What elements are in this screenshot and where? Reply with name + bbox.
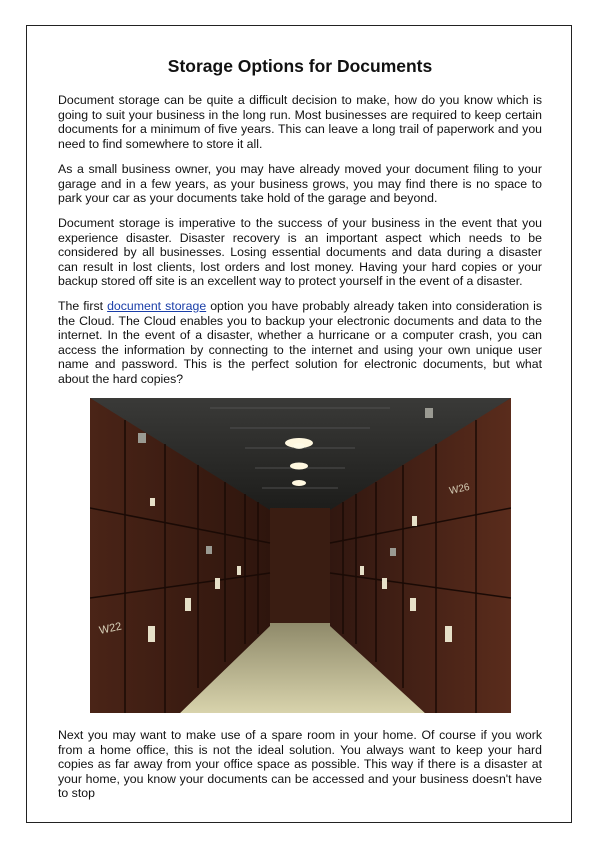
paragraph-2: As a small business owner, you may have already moved your document filing to your garage and in a few years, as your business grows, you may find there is no space to park your car as your documents take hold of the garage and beyond. — [58, 162, 542, 206]
paragraph-1: Document storage can be quite a difficult decision to make, how do you know which is going to suit your business in the long run. Most businesses are required to keep certain documents for a minimum of five years. This can leave a long trail of paperwork and you need to find somewhere to store it all. — [58, 93, 542, 151]
paragraph-5: Next you may want to make use of a spare room in your home. Of course if you work from a home office, this is not the ideal solution. You always want to keep your hard copies as far away from your office space as possible. This way if there is a disaster at your home, you know your documents can be accessed and your business doesn't have to stop — [58, 728, 542, 801]
page-title: Storage Options for Documents — [167, 56, 433, 76]
storage-lockers-photo — [90, 398, 511, 713]
document-storage-link[interactable]: document storage — [107, 299, 207, 313]
paragraph-4-lead: The first — [58, 299, 108, 313]
page-border — [26, 25, 572, 823]
paragraph-4 — [58, 299, 542, 387]
lockers-illustration — [90, 398, 511, 713]
paragraph-3: Document storage is imperative to the success of your business in the event that you experience disaster. Disaster recovery is an important aspect which needs to be considered by all businesses. Losing essential documents and data during a disaster can result in lost clients, lost orders and lost money. Having your hard copies or your backup stored off site is an excellent way to protect yourself in the event of a disaster. — [58, 216, 542, 289]
locker-label-w26: W26 — [448, 481, 471, 497]
locker-label-w22: W22 — [98, 620, 123, 637]
paragraph-4-rest: option you have probably already taken into consideration is the Cloud. The Cloud enables you to backup your electronic documents and data to the internet. In the event of a disaster, whether a hurricane or a computer crash, you can access the information by connecting to the internet and using your own unique user name and password. This is the perfect solution for electronic documents, but what about the hard copies? — [58, 299, 542, 386]
